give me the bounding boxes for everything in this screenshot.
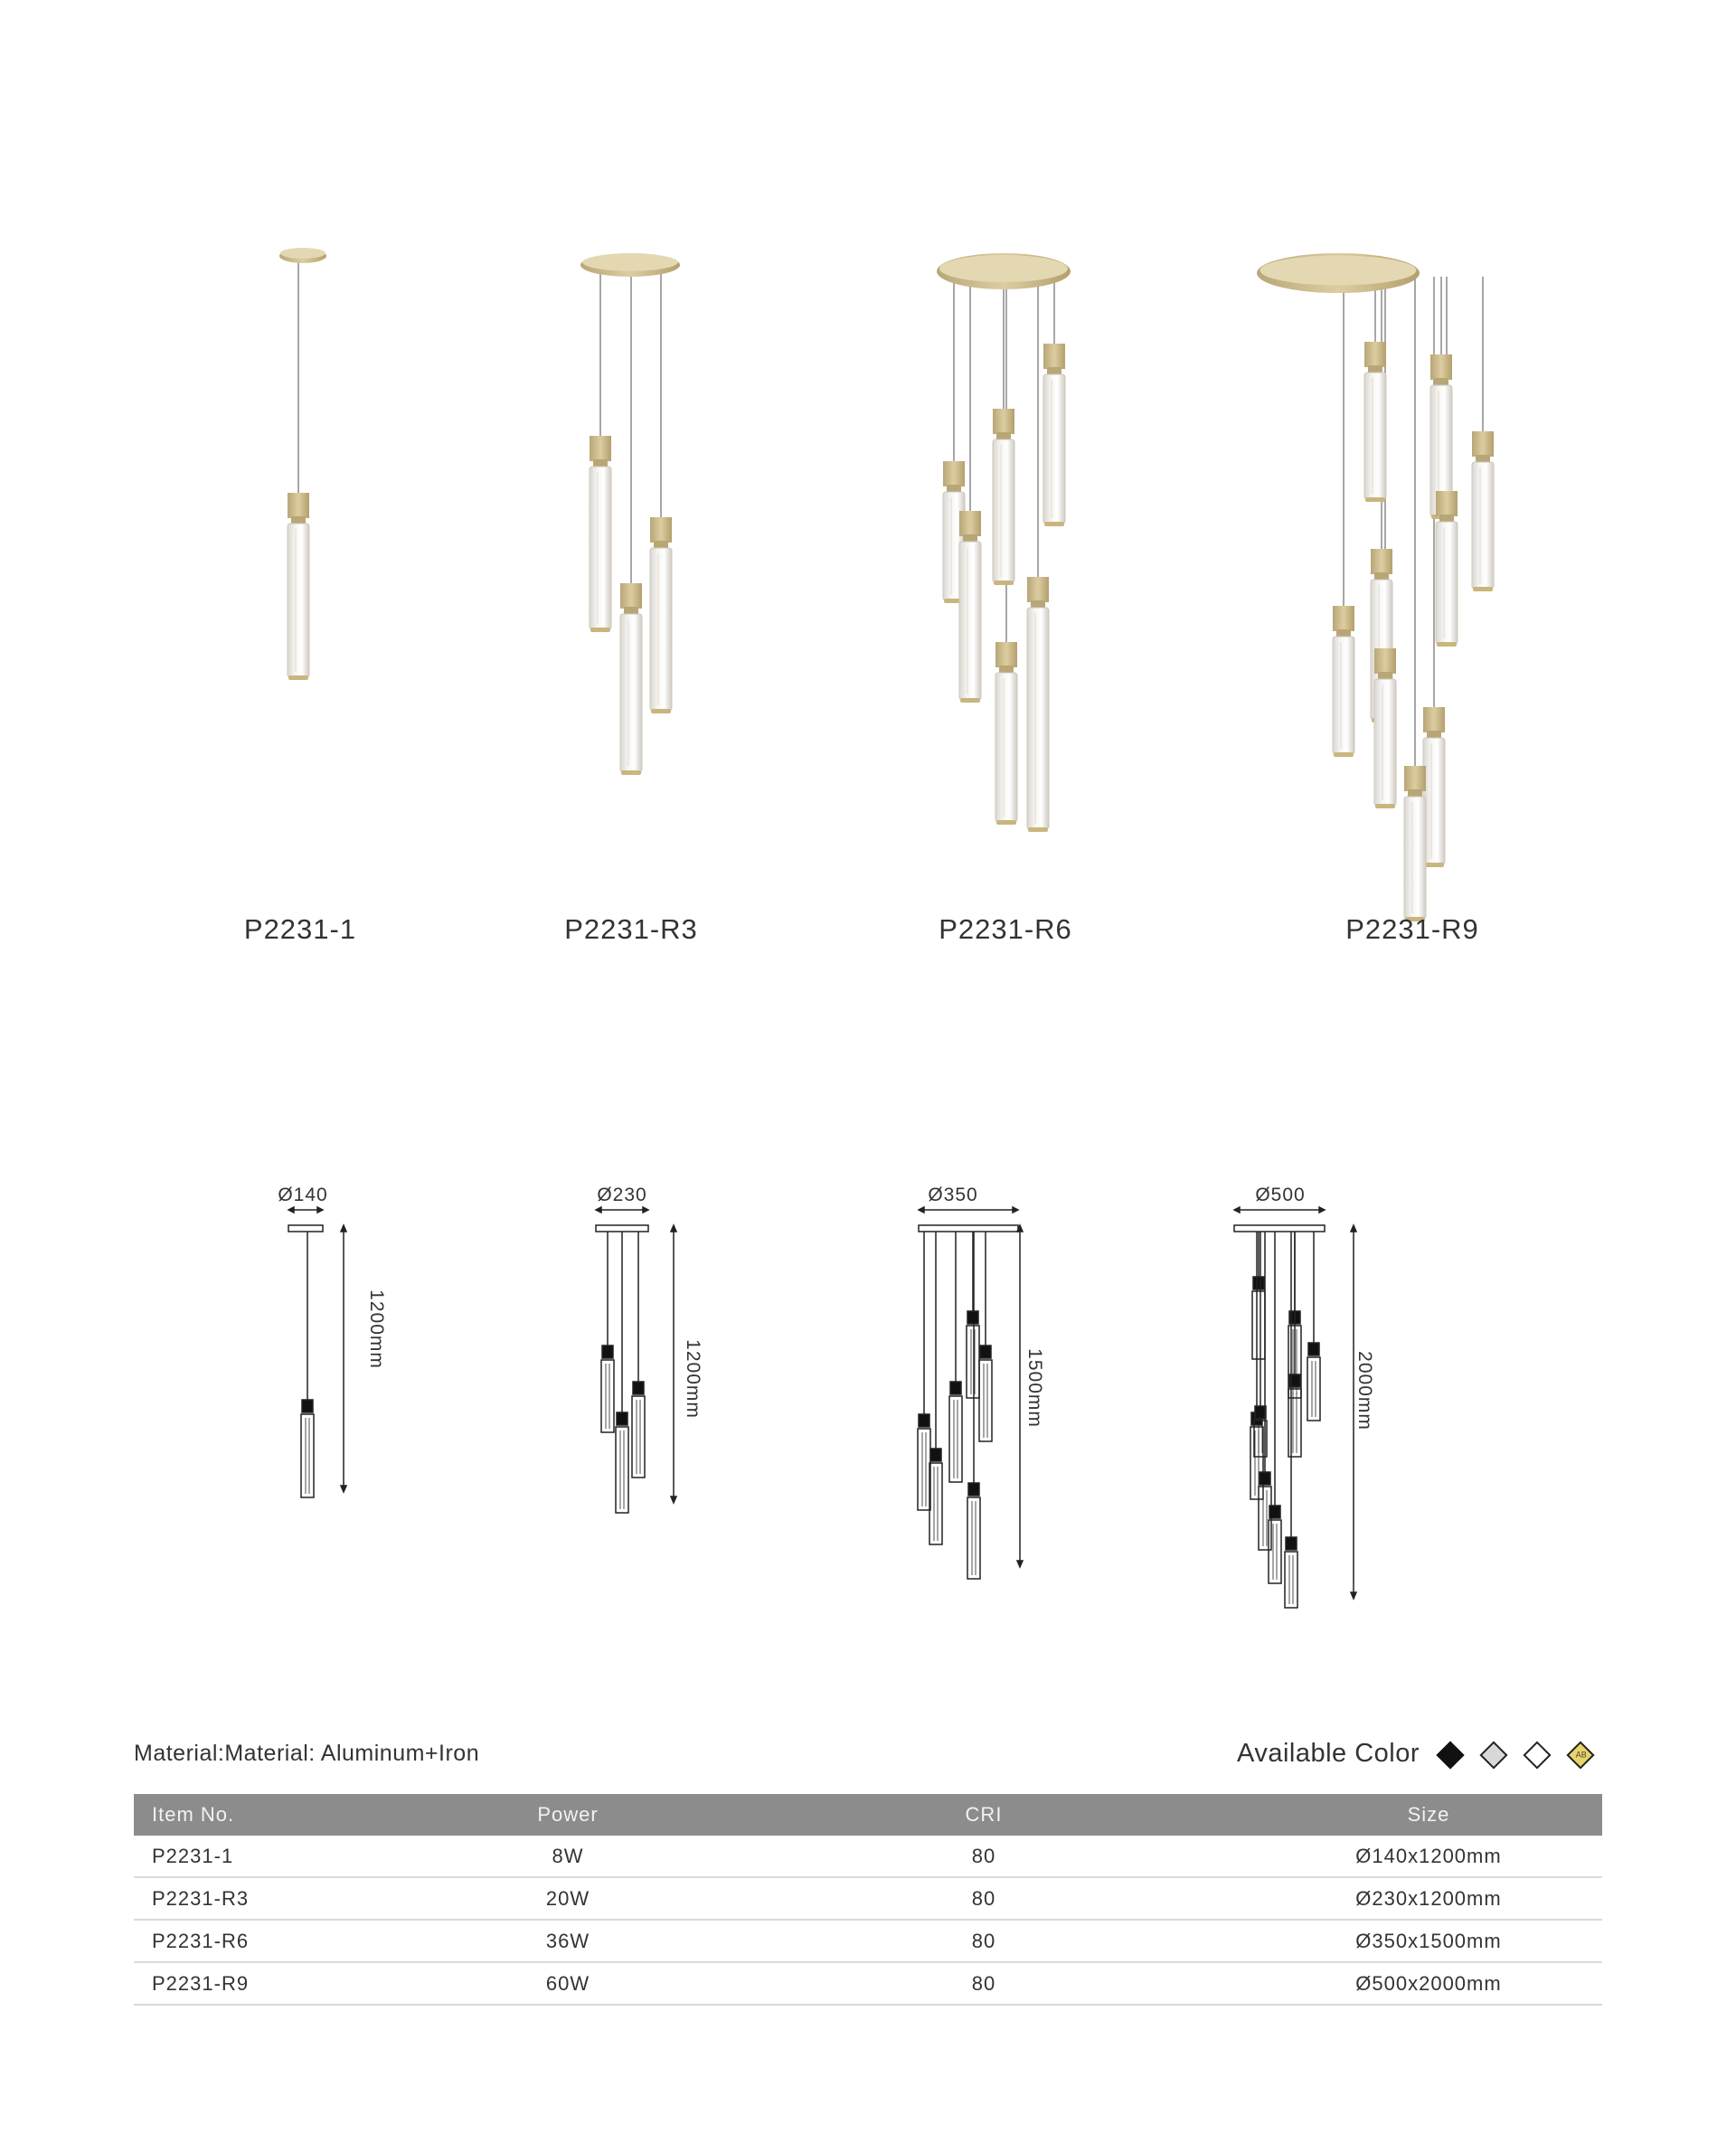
cell-item: P2231-1	[134, 1836, 423, 1877]
height-label-2: 1200mm	[683, 1339, 703, 1419]
tube-outline	[1250, 1427, 1263, 1499]
canopy-outline	[919, 1225, 1018, 1232]
tube-outline	[979, 1360, 992, 1441]
pendant-cap-outline	[930, 1449, 941, 1461]
table-row	[134, 1877, 1602, 1920]
tube-outline	[1288, 1389, 1301, 1457]
cell-item: P2231-R6	[134, 1920, 423, 1962]
tube-outline	[949, 1396, 962, 1482]
available-color-label: Available Color	[1237, 1739, 1420, 1768]
cell-size: Ø500x2000mm	[1255, 1962, 1602, 2005]
product-label-3: P2231-R6	[939, 913, 1072, 945]
table-header-row	[134, 1794, 1602, 1836]
line-drawing-4	[1234, 1207, 1356, 1608]
cell-item: P2231-R3	[134, 1877, 423, 1920]
tube-outline	[616, 1427, 628, 1513]
cell-cri: 80	[712, 1877, 1255, 1920]
pendant-cap-outline	[950, 1382, 961, 1394]
pendant-cap-outline	[602, 1346, 613, 1358]
cell-power: 20W	[423, 1877, 712, 1920]
product-label-4: P2231-R9	[1345, 913, 1479, 945]
tube-outline	[967, 1497, 980, 1579]
pendant-cap-outline	[302, 1400, 313, 1412]
diameter-label-4: Ø500	[1255, 1185, 1306, 1205]
line-drawing-2	[596, 1207, 676, 1513]
line-drawing-1	[288, 1207, 346, 1497]
tube-outline	[601, 1360, 614, 1432]
height-label-3: 1500mm	[1024, 1348, 1045, 1428]
product-label-2: P2231-R3	[564, 913, 698, 945]
pendant-cap-outline	[919, 1414, 929, 1427]
header-item-no: Item No.	[134, 1794, 423, 1836]
cell-item: P2231-R9	[134, 1962, 423, 2005]
tube-outline	[301, 1414, 314, 1497]
pendant-cap-outline	[617, 1412, 627, 1425]
tube-outline	[1307, 1357, 1320, 1421]
pendant-cap-outline	[1253, 1277, 1264, 1289]
cell-power: 36W	[423, 1920, 712, 1962]
diameter-label-3: Ø350	[928, 1185, 978, 1205]
diameter-label-2: Ø230	[597, 1185, 647, 1205]
header-power: Power	[423, 1794, 712, 1836]
pendant-cap-outline	[1269, 1506, 1280, 1518]
header-size: Size	[1255, 1794, 1602, 1836]
diameter-label-1: Ø140	[278, 1185, 328, 1205]
table-row	[134, 1962, 1602, 2005]
cell-power: 60W	[423, 1962, 712, 2005]
height-label-1: 1200mm	[366, 1289, 387, 1369]
tube-outline	[1269, 1520, 1281, 1583]
cell-cri: 80	[712, 1836, 1255, 1877]
pendant-cap-outline	[1260, 1472, 1270, 1485]
cell-size: Ø140x1200mm	[1255, 1836, 1602, 1877]
tube-outline	[1285, 1552, 1297, 1608]
tube-outline	[632, 1396, 645, 1478]
cell-size: Ø350x1500mm	[1255, 1920, 1602, 1962]
spec-table	[134, 1794, 1602, 2006]
tube-outline	[918, 1429, 930, 1510]
tube-outline	[1252, 1291, 1265, 1359]
pendant-cap-outline	[1255, 1406, 1266, 1419]
line-drawing-3	[918, 1207, 1023, 1579]
cell-size: Ø230x1200mm	[1255, 1877, 1602, 1920]
pendant-cap-outline	[1308, 1343, 1319, 1355]
dimension-labels	[278, 1185, 1375, 1431]
tube-outline	[967, 1326, 979, 1398]
tube-outline	[929, 1463, 942, 1544]
canopy-outline	[288, 1225, 323, 1232]
pendant-cap-outline	[633, 1382, 644, 1394]
table-row	[134, 1836, 1602, 1877]
pendant-cap-outline	[968, 1483, 979, 1496]
canopy-outline	[596, 1225, 648, 1232]
pendant-cap-outline	[1286, 1537, 1297, 1550]
table-row	[134, 1920, 1602, 1962]
cell-cri: 80	[712, 1920, 1255, 1962]
material-text: Material:Material: Aluminum+Iron	[134, 1741, 480, 1766]
pendant-cap-outline	[980, 1346, 991, 1358]
product-label-1: P2231-1	[243, 913, 357, 945]
canopy-outline	[1234, 1225, 1325, 1232]
cell-cri: 80	[712, 1962, 1255, 2005]
pendant-cap-outline	[967, 1311, 978, 1324]
gold-swatch-badge: AB	[1575, 1750, 1587, 1760]
cell-power: 8W	[423, 1836, 712, 1877]
header-cri: CRI	[712, 1794, 1255, 1836]
height-label-4: 2000mm	[1354, 1351, 1375, 1431]
